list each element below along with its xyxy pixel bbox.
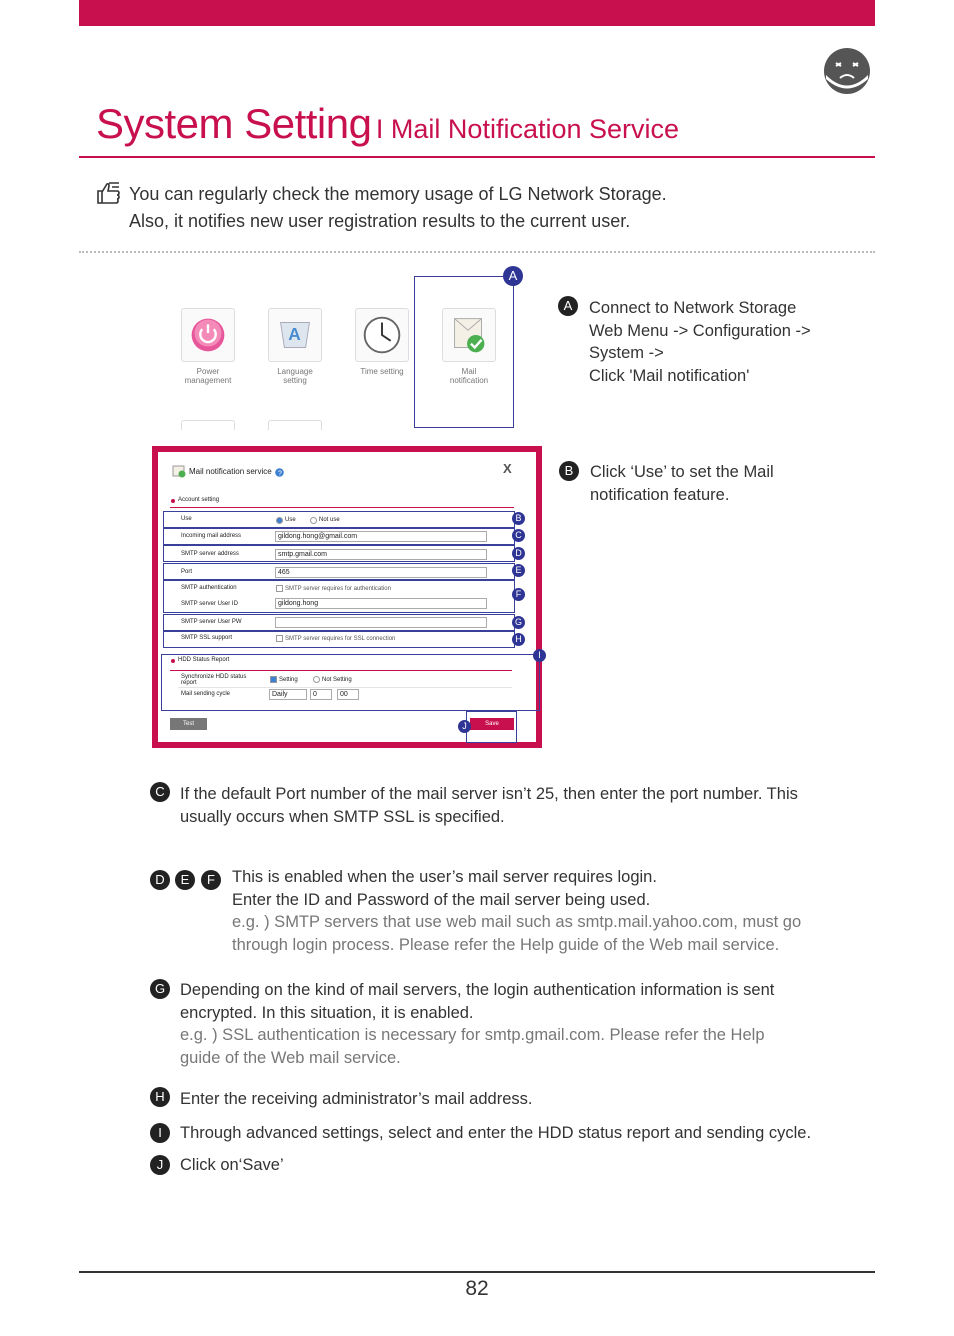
badge-e: E	[175, 870, 195, 890]
hdd-setting-option: Setting	[279, 677, 298, 683]
sad-face-icon	[822, 46, 872, 96]
badge-g: G	[150, 979, 170, 999]
minute-value: 00	[340, 691, 348, 698]
mini-badge-i: I	[533, 649, 546, 662]
clock-icon	[356, 309, 408, 361]
section-account: Account setting	[178, 497, 220, 503]
row-label-port: Port	[181, 569, 193, 575]
section-rule	[170, 507, 514, 508]
dialog-border-top	[152, 446, 542, 452]
note-j: Click on‘Save’	[180, 1156, 284, 1174]
step-a-line-4: Click 'Mail notification'	[589, 366, 750, 385]
language-tile-label: Language setting	[277, 367, 313, 385]
step-a-line-1: Connect to Network Storage	[589, 299, 797, 317]
note-c-line-1: If the default Port number of the mail server isn’t 25, then enter the port number. This	[180, 785, 798, 803]
badge-c: C	[150, 782, 170, 802]
close-icon[interactable]: X	[503, 461, 512, 476]
row-label-ssl: SMTP SSL support	[181, 635, 233, 641]
hour-select[interactable]	[310, 689, 332, 700]
row-label-incoming: Incoming mail address	[181, 533, 242, 539]
dotted-divider	[79, 251, 875, 253]
hdd-row-rule	[178, 687, 512, 688]
section-hdd: HDD Status Report	[178, 657, 230, 663]
top-color-bar	[79, 0, 875, 26]
port-field[interactable]: 465	[275, 567, 487, 578]
note-g	[180, 979, 774, 1069]
mini-badge-g: G	[512, 616, 525, 629]
badge-a: A	[558, 296, 578, 316]
mail-dialog-icon	[172, 464, 186, 478]
row-label-sync: Synchronize HDD status report	[181, 674, 247, 686]
bullet-icon	[171, 499, 175, 503]
row-label-cycle: Mail sending cycle	[181, 691, 231, 697]
hdd-setting-radio[interactable]	[270, 676, 277, 683]
note-h: Enter the receiving administrator’s mail address.	[180, 1090, 533, 1108]
mini-badge-c: C	[512, 529, 525, 542]
hand-pointer-icon	[95, 180, 121, 206]
note-g-line-1: Depending on the kind of mail servers, the login authentication information is sent	[180, 981, 775, 999]
note-def-line-2: Enter the ID and Password of the mail server being used.	[232, 890, 651, 909]
hdd-rule	[170, 670, 512, 671]
mini-badge-d: D	[512, 547, 525, 560]
power-tile-label: Power management	[184, 367, 232, 385]
page-number: 82	[465, 1277, 489, 1300]
mini-badge-e: E	[512, 564, 525, 577]
note-g-example-1: e.g. ) SSL authentication is necessary for smtp.gmail.com. Please refer the Help	[180, 1026, 765, 1044]
hdd-not-setting-option: Not Setting	[322, 677, 352, 683]
power-management-tile	[181, 308, 235, 362]
ssl-checkbox[interactable]	[276, 635, 283, 642]
step-a-line-3: System ->	[589, 344, 664, 362]
step-a-text	[589, 297, 811, 387]
mail-notification-highlight	[414, 276, 514, 428]
note-def-example-1: e.g. ) SMTP servers that use web mail such as smtp.mail.yahoo.com, must go	[232, 913, 802, 931]
badge-d: D	[150, 870, 170, 890]
smtp-auth-checkbox[interactable]	[276, 585, 283, 592]
title-main: System Setting	[96, 100, 372, 147]
badge-h: H	[150, 1087, 170, 1107]
time-tile-label: Time setting	[360, 367, 404, 376]
badge-a-marker: A	[503, 266, 523, 286]
time-tile	[355, 308, 409, 362]
note-def	[232, 866, 801, 956]
row-label-smtp-auth: SMTP authentication	[181, 585, 237, 591]
cycle-value: Daily	[272, 691, 288, 698]
svg-text:A: A	[288, 323, 301, 344]
save-button[interactable]: Save	[470, 718, 514, 730]
mini-badge-b: B	[512, 512, 525, 525]
badge-f: F	[201, 870, 221, 890]
row-label-smtp-address: SMTP server address	[181, 551, 239, 557]
note-c-line-2: usually occurs when SMTP SSL is specified.	[180, 807, 505, 826]
intro-line-2: Also, it notifies new user registration results to the current user.	[129, 211, 631, 231]
step-a-line-2: Web Menu -> Configuration ->	[589, 321, 811, 340]
svg-text:?: ?	[278, 470, 282, 477]
help-icon[interactable]	[275, 468, 284, 477]
hour-value: 0	[313, 691, 317, 698]
step-b-line-2: notification feature.	[590, 485, 730, 504]
note-c	[180, 783, 798, 828]
note-i: Through advanced settings, select and enter the HDD status report and sending cycle.	[180, 1124, 812, 1142]
minute-select[interactable]	[337, 689, 359, 700]
language-tile	[268, 308, 322, 362]
ssl-text: SMTP server requires for SSL connection	[285, 636, 396, 642]
note-g-example-2: guide of the Web mail service.	[180, 1048, 401, 1067]
dialog-title: Mail notification service	[189, 467, 272, 476]
mail-tile-label: Mail notification	[449, 367, 489, 385]
hdd-not-setting-radio[interactable]	[313, 676, 320, 683]
title-subtitle: I Mail Notification Service	[375, 114, 680, 144]
use-option: Use	[285, 517, 296, 523]
intro-line-1: You can regularly check the memory usage of LG Network Storage.	[129, 184, 667, 204]
step-b-text	[590, 461, 774, 506]
bullet-icon	[171, 659, 175, 663]
note-def-example-2: through login process. Please refer the Help guide of the Web mail service.	[232, 935, 780, 954]
footer-rule	[79, 1271, 875, 1273]
user-id-field[interactable]: gildong.hong	[275, 598, 487, 609]
row-label-use: Use	[181, 516, 192, 522]
dialog-border-left	[152, 446, 158, 748]
user-pw-field[interactable]	[275, 617, 487, 628]
note-g-line-2: encrypted. In this situation, it is enabled.	[180, 1003, 474, 1022]
mini-badge-f: F	[512, 588, 525, 601]
step-b-line-1: Click ‘Use’ to set the Mail	[590, 463, 774, 481]
language-icon	[269, 309, 321, 361]
mini-badge-h: H	[512, 633, 525, 646]
mini-badge-j: J	[458, 720, 471, 733]
test-button[interactable]: Test	[170, 718, 207, 730]
badge-j: J	[150, 1155, 170, 1175]
power-icon	[182, 309, 234, 361]
smtp-auth-text: SMTP server requires for authentication	[285, 586, 391, 592]
note-def-line-1: This is enabled when the user’s mail server requires login.	[232, 868, 657, 886]
cycle-select[interactable]	[269, 689, 307, 700]
not-use-radio[interactable]	[310, 517, 317, 524]
badge-i: I	[150, 1123, 170, 1143]
incoming-mail-field[interactable]: gildong.hong@gmail.com	[275, 531, 487, 542]
row-label-user-id: SMTP server User ID	[181, 601, 238, 607]
row-label-user-pw: SMTP server User PW	[181, 619, 242, 625]
tile-stub	[268, 420, 322, 430]
badge-b: B	[559, 461, 579, 481]
tile-stub	[181, 420, 235, 430]
smtp-address-field[interactable]: smtp.gmail.com	[275, 549, 487, 560]
use-radio[interactable]	[276, 517, 283, 524]
not-use-option: Not use	[319, 517, 340, 523]
page-title	[96, 100, 679, 148]
title-underline	[79, 156, 875, 158]
